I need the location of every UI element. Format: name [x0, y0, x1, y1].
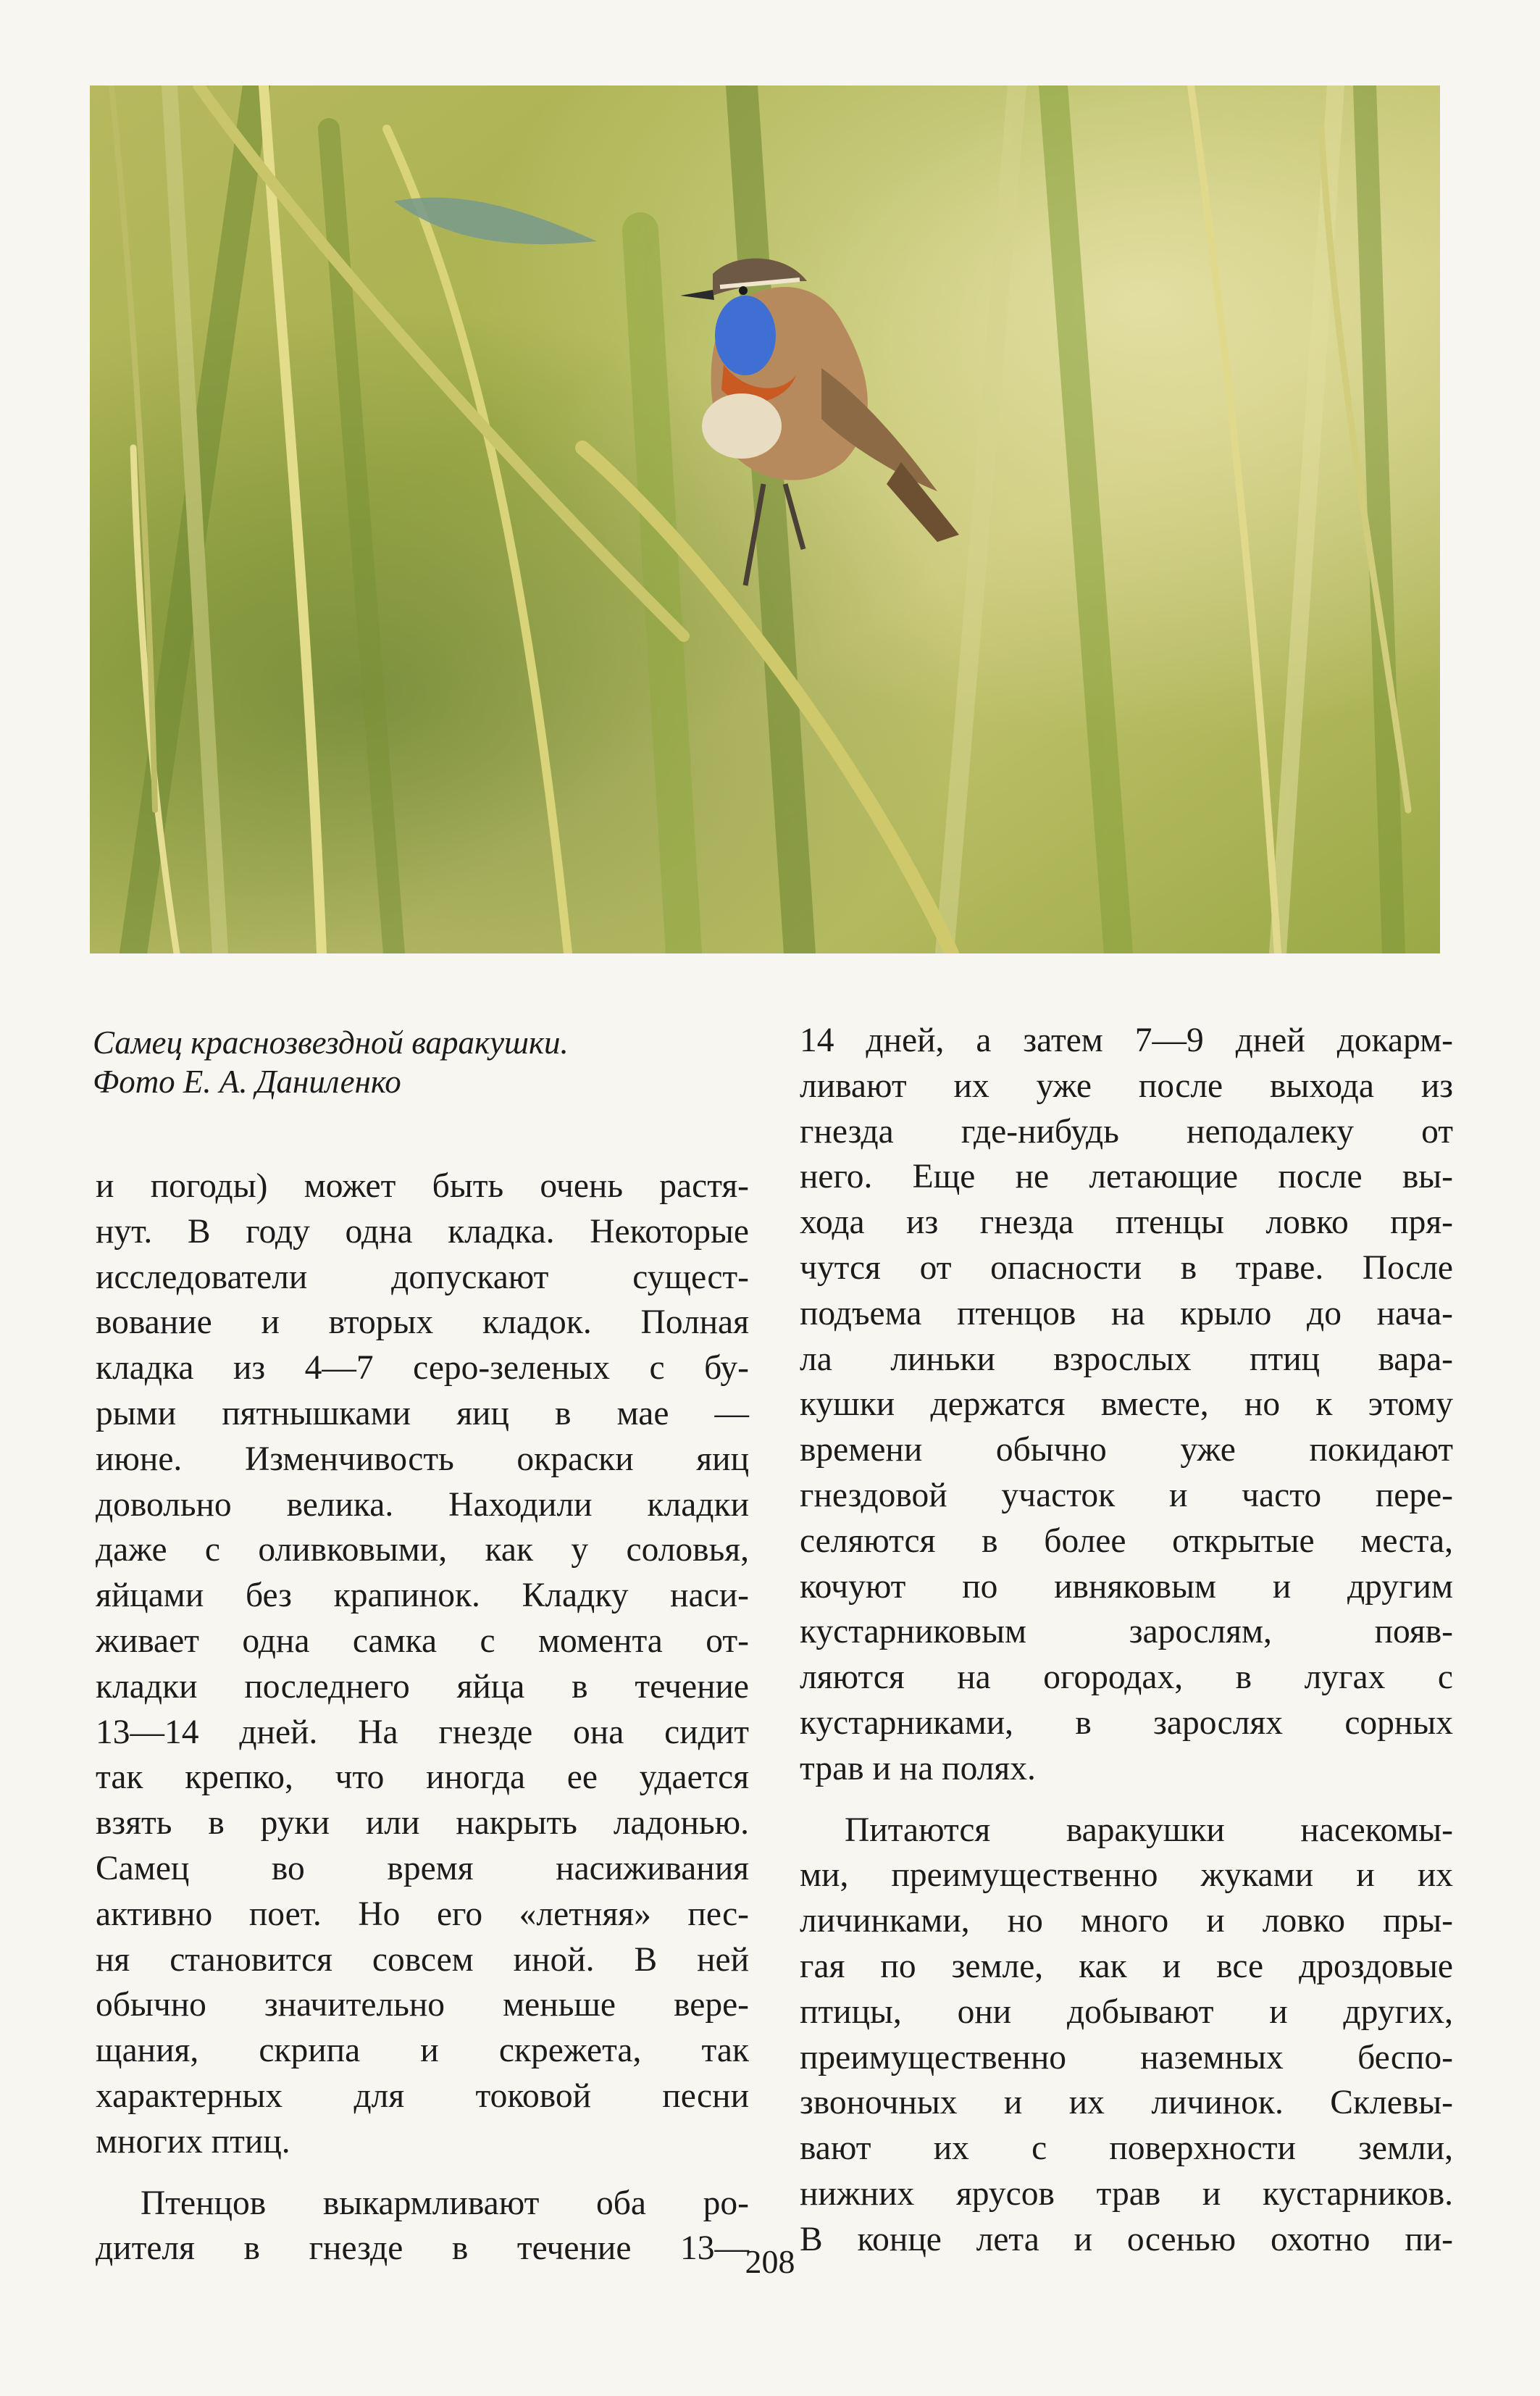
- text-line: птицы, они добывают и других,: [800, 1992, 1453, 2031]
- text-line: личинками, но много и ловко пры-: [800, 1902, 1453, 1940]
- text-line: многих птиц.: [96, 2122, 290, 2161]
- text-line: кладка из 4—7 серо-зеленых с бу-: [96, 1349, 749, 1387]
- caption-credit: Фото Е. А. Даниленко: [93, 1064, 401, 1100]
- text-line: живает одна самка с момента от-: [96, 1621, 749, 1660]
- text-line: В конце лета и осенью охотно пи-: [800, 2220, 1453, 2258]
- page-number: 208: [745, 2243, 795, 2280]
- text-line: рыми пятнышками яиц в мае —: [96, 1394, 749, 1432]
- text-line: Питаются варакушки насекомы-: [845, 1811, 1453, 1849]
- text-line: кустарниками, в зарослях сорных: [800, 1703, 1453, 1742]
- text-line: июне. Изменчивость окраски яиц: [96, 1440, 749, 1478]
- text-line: хода из гнезда птенцы ловко пря-: [800, 1203, 1453, 1242]
- paragraph-gap: [96, 2165, 749, 2181]
- text-line: нут. В году одна кладка. Некоторые: [96, 1212, 749, 1251]
- caption-title: Самец краснозвездной варакушки.: [93, 1024, 569, 1061]
- paragraph-gap: [800, 1792, 1453, 1808]
- text-line: ня становится совсем иной. В ней: [96, 1940, 749, 1979]
- text-line: Птенцов выкармливают оба ро-: [141, 2184, 749, 2222]
- text-line: обычно значительно меньше вере-: [96, 1986, 749, 2024]
- text-line: ла линьки взрослых птиц вара-: [800, 1340, 1453, 1378]
- text-line: вование и вторых кладок. Полная: [96, 1303, 749, 1342]
- text-line: ливают их уже после выхода из: [800, 1066, 1453, 1105]
- text-line: дителя в гнезде в течение 13—: [96, 2229, 749, 2268]
- text-line: ляются на огородах, в лугах с: [800, 1658, 1453, 1697]
- text-line: довольно велика. Находили кладки: [96, 1485, 749, 1524]
- text-line: гая по земле, как и все дроздовые: [800, 1947, 1453, 1985]
- text-line: времени обычно уже покидают: [800, 1431, 1453, 1469]
- text-line: 13—14 дней. На гнезде она сидит: [96, 1713, 749, 1751]
- text-line: чутся от опасности в траве. После: [800, 1248, 1453, 1287]
- text-line: нижних ярусов трав и кустарников.: [800, 2174, 1453, 2213]
- bird-photo: [90, 85, 1440, 953]
- text-line: характерных для токовой песни: [96, 2076, 749, 2115]
- text-line: даже с оливковыми, как у соловья,: [96, 1531, 749, 1569]
- text-line: Самец во время насиживания: [96, 1849, 749, 1887]
- text-line: вают их с поверхности земли,: [800, 2129, 1453, 2168]
- text-line: подъема птенцов на крыло до нача-: [800, 1294, 1453, 1332]
- text-line: так крепко, что иногда ее удается: [96, 1758, 749, 1797]
- text-line: кустарниковым зарослям, появ-: [800, 1613, 1453, 1651]
- text-line: и погоды) может быть очень растя-: [96, 1167, 749, 1205]
- text-line: взять в руки или накрыть ладонью.: [96, 1804, 749, 1842]
- text-line: активно поет. Но его «летняя» пес-: [96, 1895, 749, 1933]
- text-line: гнезда где-нибудь неподалеку от: [800, 1112, 1453, 1151]
- text-line: исследователи допускают сущест-: [96, 1258, 749, 1296]
- text-line: него. Еще не летающие после вы-: [800, 1158, 1453, 1196]
- text-line: селяются в более открытые места,: [800, 1521, 1453, 1560]
- text-line: трав и на полях.: [800, 1749, 1036, 1787]
- text-line: кушки держатся вместе, но к этому: [800, 1385, 1453, 1424]
- text-line: гнездовой участок и часто пере-: [800, 1476, 1453, 1514]
- text-column-left: [96, 1164, 749, 2271]
- bluethroat-photo-illustration: [90, 85, 1440, 953]
- text-line: щания, скрипа и скрежета, так: [96, 2032, 749, 2070]
- text-column-right: [800, 1018, 1453, 2263]
- photo-caption: [93, 1023, 730, 1101]
- text-line: кладки последнего яйца в течение: [96, 1667, 749, 1706]
- text-line: кочуют по ивняковым и другим: [800, 1567, 1453, 1606]
- text-line: яйцами без крапинок. Кладку наси-: [96, 1577, 749, 1615]
- text-line: преимущественно наземных беспо-: [800, 2038, 1453, 2076]
- text-line: 14 дней, а затем 7—9 дней докарм-: [800, 1022, 1453, 1059]
- text-line: звоночных и их личинок. Склевы-: [800, 2084, 1453, 2122]
- text-line: ми, преимущественно жуками и их: [800, 1856, 1453, 1895]
